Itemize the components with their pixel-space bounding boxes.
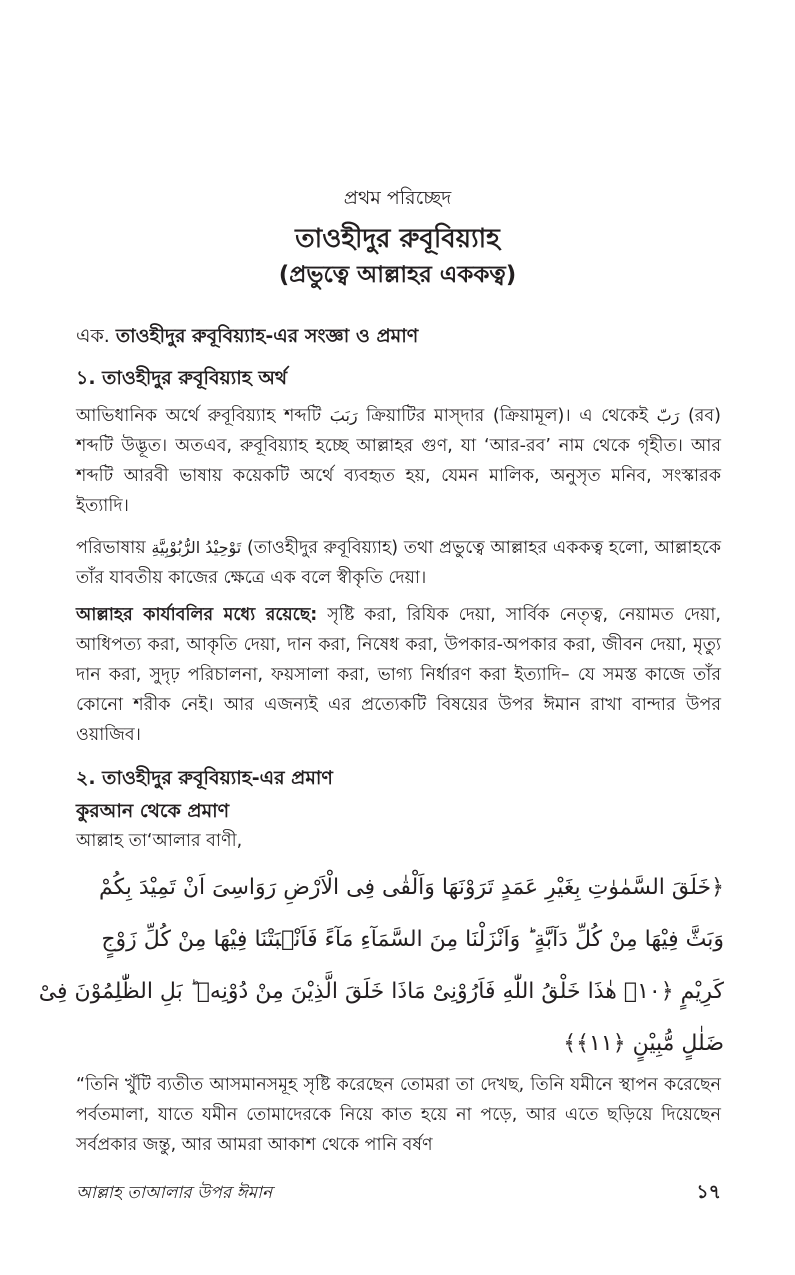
verse-translation: “তিনি খুঁটি ব্যতীত আসমানসমূহ সৃষ্টি করেছেন তোমরা তা দেখছ, তিনি যমীনে স্থাপন করেছেন পর্বতমালা, যাতে যমীন তোমাদেরকে নিয়ে কাত হয়ে না পড়ে, আর এতে ছড়িয়ে দিয়েছেন সর্বপ্রকার জন্তু, আর আমরা আকাশ থেকে পানি বর্ষণ: [76, 1075, 721, 1155]
text-run: ক্রিয়াটির মাস্‌দার (ক্রিয়ামূল)। এ থেকেই: [357, 406, 657, 426]
quran-line: كَرِيْمٍ ﴿۱۰﴾ هٰذَا خَلْقُ اللّٰهِ فَاَرُوْنِىْ مَاذَا خَلَقَ الَّذِيْنَ مِنْ دُوْنِهٖ ؕ بَلِ الظّٰلِمُوْنَ فِىْ: [38, 979, 724, 1004]
chapter-label: প্রথম পরিচ্ছেদ: [343, 187, 452, 209]
text-run: (রব) শব্দটি উদ্ভূত। অতএব, রুবূবিয়্যাহ হচ্ছে আল্লাহর গুণ, যা ‘আর-রব’ নাম থেকে গৃহীত। আর শব্দটি আরবী ভাষায় কয়েকটি অর্থে ব্যবহৃত হয়, যেমন মালিক, অনুসৃত মনিব, সংস্কারক ইত্যাদি।: [76, 406, 721, 516]
paragraph-technical-meaning: [76, 533, 721, 593]
quran-line: ضَلٰلٍ مُّبِيْنٍ ﴿۱۱﴾﴾: [563, 1031, 724, 1056]
subsection-heading-proof: ২. তাওহীদুর রুবূবিয়্যাহ-এর প্রমাণ: [76, 767, 333, 789]
paragraph-allah-actions: [76, 600, 721, 750]
section-heading: [76, 322, 418, 354]
actions-lead: আল্লাহর কার্যাবলির মধ্যে রয়েছে:: [76, 605, 318, 625]
subsection-heading-meaning: ১. তাওহীদুর রুবূবিয়্যাহ অর্থ: [76, 367, 288, 389]
arabic-word-rabb: رَبّ: [656, 406, 680, 425]
text-run: (তাওহীদুর রুবূবিয়্যাহ) তথা প্রভুত্বে আল্লাহর এককত্ব হলো, আল্লাহকে তাঁর যাবতীয় কাজের ক্ষেত্রে এক বলে স্বীকৃতি দেয়া।: [76, 538, 721, 588]
section-title: তাওহীদুর রুবূবিয়্যাহ-এর সংজ্ঞা ও প্রমাণ: [115, 325, 419, 347]
arabic-term-tawhid-rububiyyah: تَوْحِيْدُ الرُّبُوْبِيَّةِ: [151, 538, 242, 557]
page-number: ১৭: [696, 1181, 721, 1203]
actions-list: সৃষ্টি করা, রিযিক দেয়া, সার্বিক নেতৃত্ব, নেয়ামত দেয়া, আধিপত্য করা, আকৃতি দেয়া, দান করা, নিষেধ করা, উপকার-অপকার করা, জীবন দেয়া, মৃত্যু দান করা, সুদৃঢ় পরিচালনা, ফয়সালা করা, ভাগ্য নির্ধারণ করা ইত্যাদি– যে সমস্ত কাজে তাঁর কোনো শরীক নেই। আর এজন্যই এর প্রত্যেকটি বিষয়ের উপর ঈমান রাখা বান্দার উপর ওয়াজিব।: [76, 605, 721, 745]
quran-intro: আল্লাহ তা‘আলার বাণী,: [76, 831, 243, 851]
quran-line: وَبَثَّ فِيْهَا مِنْ كُلِّ دَآبَّةٍ ؕ وَاَنْزَلْنَا مِنَ السَّمَآءِ مَآءً فَاَنْۢبَتْنَا فِيْهَا مِنْ كُلِّ زَوْجٍ: [101, 927, 724, 952]
arabic-word-rabbaba: رَبَبَ: [329, 406, 358, 425]
quran-line: ﴿خَلَقَ السَّمٰوٰتِ بِغَيْرِ عَمَدٍ تَرَوْنَهَا وَاَلْقٰى فِى الْاَرْضِ رَوَاسِىَ اَنْ تَمِيْدَ بِكُمْ: [98, 875, 724, 900]
text-run: আভিধানিক অর্থে রুবূবিয়্যাহ শব্দটি: [76, 406, 330, 426]
text-run: পরিভাষায়: [76, 538, 152, 558]
running-footer-title: আল্লাহ তাআলার উপর ঈমান: [76, 1183, 273, 1203]
section-number: এক.: [76, 325, 110, 347]
quran-verse-block: [38, 862, 724, 1070]
chapter-subtitle: (প্রভুত্বে আল্লাহর এককত্ব): [278, 262, 517, 288]
chapter-title: তাওহীদুর রুবূবিয়্যাহ: [295, 224, 500, 254]
paragraph-lexical-meaning: [76, 401, 721, 521]
quran-proof-heading: কুরআন থেকে প্রমাণ: [76, 800, 230, 822]
